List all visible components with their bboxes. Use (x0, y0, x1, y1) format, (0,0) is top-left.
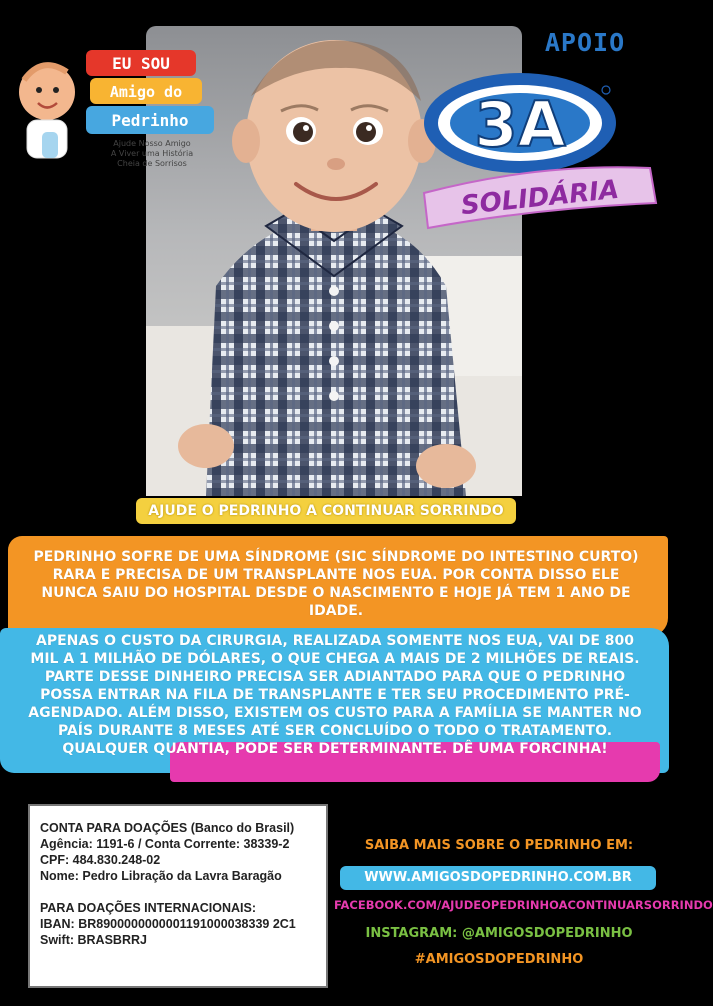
donation-info-box (28, 804, 328, 988)
logo-line1: EU SOU (112, 54, 170, 73)
3a-solidaria-logo (418, 68, 663, 238)
donation-name: Nome: Pedro Libração da Lavra Baragão (40, 869, 282, 883)
website-link[interactable]: WWW.AMIGOSDOPEDRINHO.COM.BR (340, 866, 656, 890)
solidaria-word: SOLIDÁRIA (459, 174, 621, 222)
story-paragraph-2: APENAS O CUSTO DA CIRURGIA, REALIZADA SOMENTE NOS EUA, VAI DE 800 MIL A 1 MILHÃO DE DÓLARES, O QUE CHEGA A MAIS DE 2 MILHÕES DE REAIS. PARTE DESSE DINHEIRO PRECISA SER ADIANTADO PARA QUE O PEDRINHO POSSA ENTRAR NA FILA DE TRANSPLANTE E TER SEU PROCEDIMENTO PRÉ-AGENDADO. ALÉM DISSO, EXISTEM OS CUSTO PARA A FAMÍLIA SE MANTER NO PAÍS DURANTE 8 MESES ATÉ SER CONCLUÍDO O TODO O TRATAMENTO. QUALQUER QUANTIA, PODE SER DETERMINANTE. DÊ UMA FORCINHA! (28, 633, 642, 757)
logo-line3: Pedrinho (111, 111, 189, 130)
saiba-mais-label: SAIBA MAIS SOBRE O PEDRINHO EM: (364, 838, 634, 853)
donation-agency: Agência: 1191-6 / Conta Corrente: 38339-2 (40, 837, 290, 851)
story-paragraph-1: PEDRINHO SOFRE DE UMA SÍNDROME (SIC SÍNDROME DO INTESTINO CURTO) RARA E PRECISA DE UM TRANSPLANTE NOS EUA. POR CONTA DISSO ELE NUNCA SAIU DO HOSPITAL DESDE O NASCIMENTO E HOJE JÁ TEM 1 ANO DE IDADE. (33, 549, 639, 619)
facebook-link[interactable]: FACEBOOK.COM/AJUDEOPEDRINHOACONTINUARSORRINDO (334, 898, 713, 912)
hashtag-label: #AMIGOSDOPEDRINHO (414, 952, 584, 967)
intl-donation-title: PARA DOAÇÕES INTERNACIONAIS: (40, 901, 256, 915)
apoio-label: APOIO (544, 28, 626, 57)
instagram-link[interactable]: INSTAGRAM: @AMIGOSDOPEDRINHO (365, 926, 633, 941)
logo-line2: Amigo do (109, 83, 183, 101)
logo-sub1: Ajude Nosso Amigo (113, 139, 191, 148)
donation-cpf: CPF: 484.830.248-02 (40, 853, 161, 867)
donation-swift: Swift: BRASBRRJ (40, 933, 147, 947)
donation-title: CONTA PARA DOAÇÕES (Banco do Brasil) (40, 821, 295, 835)
logo-sub3: Cheia de Sorrisos (117, 159, 187, 168)
3a-mark: 3A (474, 88, 566, 161)
donation-iban: IBAN: BR8900000000001191000038339 2C1 (40, 917, 296, 931)
logo-sub2: A Viver uma História (110, 149, 194, 158)
tagline-banner: AJUDE O PEDRINHO A CONTINUAR SORRINDO (136, 498, 516, 524)
amigo-do-pedrinho-logo (12, 40, 217, 180)
